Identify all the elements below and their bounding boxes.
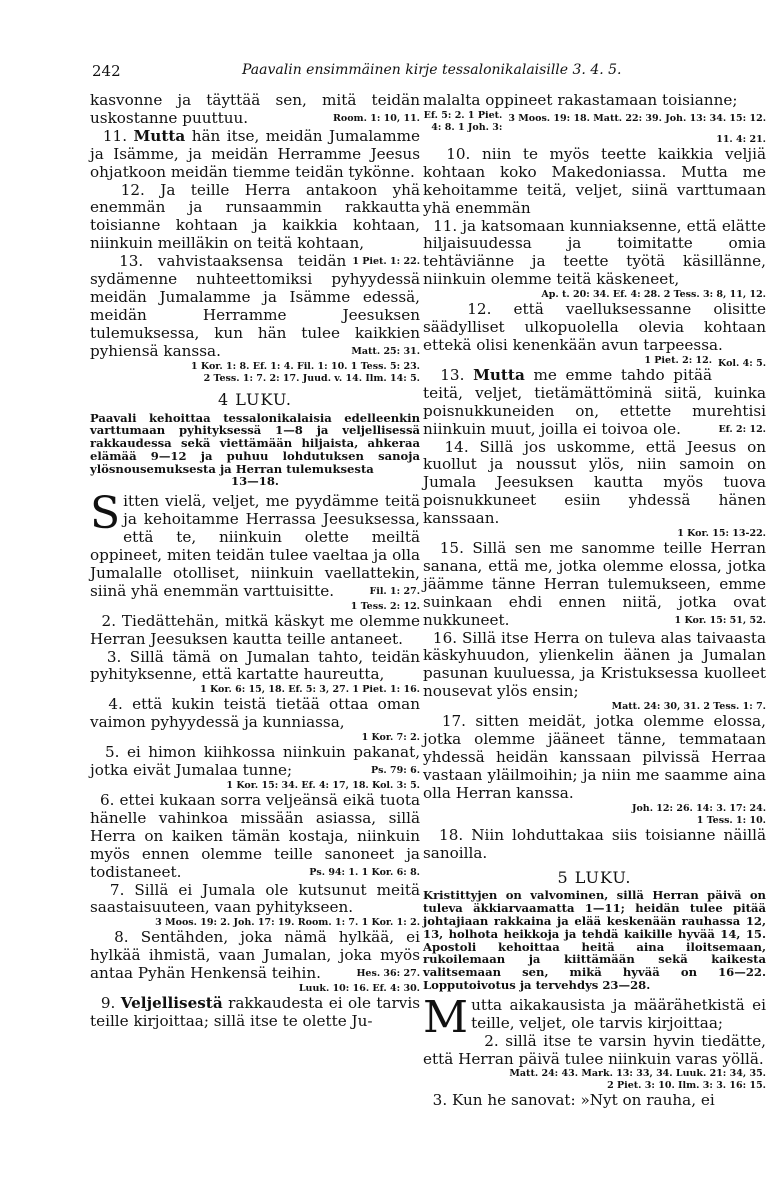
right-column <box>423 92 766 1110</box>
cross-reference: 1 Kor. 7: 2. <box>361 732 420 744</box>
chapter-5-summary: Kristittyjen on valvominen, sillä Herran päivä on tuleva äkkiarvaamatta 1—11; heidän tulee pitää johtajiaan rakkaina ja elää keskenään rauhassa 12, 13, holhota heikkoja ja tehdä kaikille hyvää 14, 15. Apostoli kehoittaa heitä aina iloitsemaan, rukoilemaan ja kiittämään sekä kaikesta valitsemaan sen, mikä hyvää on 16—22. Lopputoivotus ja tervehdys 23—28. <box>423 888 766 993</box>
verse-3-12-continuation: kasvonne ja täyttää sen, mitä teidän uskostanne puuttuu. Room. 1: 10, 11. <box>90 91 420 127</box>
verse-4-8: 8. Sentähden, joka nämä hylkää, ei hylkää ihmistä, vaan Jumalan, joka myös antaa Pyhän Henkensä teihin. Hes. 36: 27. <box>90 928 421 983</box>
verse-4-12: 12. että vaelluksessanne olisitte säädylliset ulkopuolella olevia kohtaan ettekä olisi kenenkään avun tarpeessa. Kol. 4: 5. <box>423 300 767 369</box>
chapter-4-summary: Paavali kehoittaa tessalonikalaisia edelleenkin varttumaan pyhityksessä 1—8 ja veljellisessä rakkaudessa sekä viettämään hiljaista, ahkeraa elämää 9—12 ja puhuu lohdutuksen sanoja ylösnousemuksesta ja Herran tulemuksesta 13—18. <box>90 410 420 489</box>
verse-4-11: 11. ja katsomaan kunniaksenne, että elätte hiljaisuudessa ja toimitatte omia tehtäviänne ja teette työtä käsillänne, niinkuin olemme teitä käskeneet, <box>423 216 766 289</box>
verse-4-1: Sitten vielä, veljet, me pyydämme teitä ja kehoitamme Herrassa Jeesuksessa, että te, niinkuin olette meiltä oppineet, miten teidän tulee vaeltaa ja olla Jumalalle otolliset, niinkuin vaellattekin, siinä yhä enemmän varttuisitte. Fil. 1: 27. <box>90 488 420 600</box>
cross-reference: Matt. 24: 30, 31. 2 Tess. 1: 7. <box>611 701 766 713</box>
page-header <box>92 62 732 82</box>
cross-reference: 1 Tess. 2: 12. <box>350 600 420 612</box>
verse-4-9-continuation: malalta oppineet rakastamaan toisianne; 3 Moos. 19: 18. Matt. 22: 39. Joh. 13: 34. 15: 12. <box>423 91 766 124</box>
cross-reference: 1 Kor. 1: 8. Ef. 1: 4. Fil. 1: 10. 1 Tess. 5: 23. <box>191 360 420 372</box>
verse-4-9: 9. Veljellisestä rakkaudesta ei ole tarvis teille kirjoittaa; sillä itse te olette Ju- <box>90 994 421 1030</box>
cross-reference: 2 Piet. 3: 10. Ilm. 3: 3. 16: 15. <box>607 1080 766 1092</box>
verse-4-2: 2. Tiedättehän, mitkä käskyt me olemme Herran Jeesuksen kautta teille antaneet. <box>90 611 421 648</box>
chapter-5-title: 5 LUKU. <box>557 867 632 887</box>
cross-reference: 1 Kor. 15: 13-22. <box>677 528 766 540</box>
left-column <box>90 92 420 1031</box>
verse-4-18: 18. Niin lohduttakaa siis toisianne näillä sanoilla. <box>423 825 767 862</box>
verse-3-12: 12. Ja teille Herra antakoon yhä enemmän ja runsaammin rakkautta toisianne kohtaan ja kaikkia kohtaan, niinkuin meilläkin on teitä kohtaan, 1 Piet. 1: 22. <box>90 180 421 268</box>
cross-reference: 3 Moos. 19: 2. Joh. 17: 19. Room. 1: 7. 1 Kor. 1: 2. <box>155 917 420 929</box>
cross-reference: Ef. 5: 2. 1 Piet. 4: 8. 1 Joh. 3: 11. 4: 21. <box>423 109 766 145</box>
verse-4-10: 10. niin te myös teette kaikkia veljiä kohtaan koko Makedoniassa. Mutta me kehoitamme teitä, veljet, siinä varttumaan yhä enemmän <box>423 144 767 217</box>
verse-4-6: 6. ettei kukaan sorra veljeänsä eikä tuota hänelle vahinkoa missään asiassa, sillä Herra on kaiken tämän kostaja, niinkuin myös ennen olemme teille sanoneet ja todistaneet. Ps. 94: 1. 1 Kor. 6: 8. <box>90 790 421 881</box>
verse-4-13: 13. Mutta me emme tahdo pitää teitä, veljet, tietämättöminä siitä, kuinka poisnukkuneiden on, ettette murehtisi niinkuin muut, joilla ei toivoa ole. Ef. 2: 12. <box>423 365 766 438</box>
verse-4-17: 17. sitten meidät, jotka olemme elossa, jotka olemme jääneet tänne, temmataan yhdessä heidän kanssaan pilvissä Herraa vastaan yläilmoihin; ja niin me saamme aina olla Herran kanssa. <box>423 712 767 802</box>
verse-3-11: 11. Mutta hän itse, meidän Jumalamme ja Isämme, ja meidän Herramme Jeesus ohjatkoon meidän tiemme teidän tykönne. <box>90 126 421 181</box>
verse-5-1: Mutta aikakausista ja määrähetkistä ei teille, veljet, ole tarvis kirjoittaa; <box>423 991 766 1043</box>
cross-reference: 1 Kor. 6: 15, 18. Ef. 5: 3, 27. 1 Piet. 1: 16. <box>200 684 420 696</box>
verse-4-4: 4. että kukin teistä tietää ottaa oman vaimon pyhyydessä ja kunniassa, <box>90 695 421 732</box>
cross-reference: Luuk. 10: 16. Ef. 4: 30. <box>298 983 420 995</box>
verse-4-7: 7. Sillä ei Jumala ole kutsunut meitä saastaisuuteen, vaan pyhitykseen. <box>90 880 421 917</box>
cross-reference: 2 Tess. 1: 7. 2: 17. Juud. v. 14. Ilm. 14: 5. <box>203 372 420 384</box>
cross-reference: Matt. 24: 43. Mark. 13: 33, 34. Luuk. 21: 34, 35. <box>509 1068 766 1080</box>
verse-4-3: 3. Sillä tämä on Jumalan tahto, teidän pyhityksenne, että kartatte haureutta, <box>90 647 421 684</box>
cross-reference: 1 Kor. 15: 34. Ef. 4: 17, 18. Kol. 3: 5. <box>226 779 420 791</box>
verse-5-3: 3. Kun he sanovat: »Nyt on rauha, ei <box>432 1091 715 1110</box>
chapter-4-title: 4 LUKU. <box>218 389 292 409</box>
drop-cap: S <box>90 488 121 540</box>
cross-reference: Joh. 12: 26. 14: 3. 17: 24. <box>631 802 766 814</box>
verse-4-15: 15. Sillä sen me sanomme teille Herran sanana, että me, jotka olemme elossa, jotka jäämme tänne Herran tulemukseen, emme suinkaan ehdi ennen niitä, jotka ovat nukkuneet. 1 Kor. 15: 51, 52. <box>423 539 767 629</box>
cross-reference: 1 Tess. 1: 10. <box>696 814 766 826</box>
page-number: 242 <box>92 62 121 80</box>
drop-cap: M <box>423 991 469 1043</box>
verse-4-5: 5. ei himon kiihkossa niinkuin pakanat, jotka eivät Jumalaa tunne; Ps. 79: 6. <box>90 743 421 780</box>
verse-3-13: 13. vahvistaaksensa teidän sydämenne nuhteettomiksi pyhyydessä meidän Jumalamme ja Isämme edessä, meidän Herramme Jeesuksen tulemuksessa, kun hän tulee kaikkien pyhiensä kanssa. Matt. 25: 31. <box>90 252 420 360</box>
cross-reference: 1 Piet. 2: 12. <box>644 354 713 366</box>
verse-4-14: 14. Sillä jos uskomme, että Jeesus on kuollut ja noussut ylös, niin samoin on Jumala Jeesuksen kautta myös tuova poisnukkuneet esiin yhdessä hänen kanssaan. <box>423 437 767 528</box>
verse-5-2: 2. sillä itse te varsin hyvin tiedätte, että Herran päivä tulee niinkuin varas yöllä. <box>423 1031 767 1068</box>
cross-reference: Ap. t. 20: 34. Ef. 4: 28. 2 Tess. 3: 8, 11, 12. <box>541 289 766 301</box>
verse-4-16: 16. Sillä itse Herra on tuleva alas taivaasta käskyhuudon, ylienkelin äänen ja Jumalan pasunan kuuluessa, ja Kristuksessa kuolleet nousevat ylös ensin; <box>423 628 766 701</box>
running-title: Paavalin ensimmäinen kirje tessalonikalaisille 3. 4. 5. <box>242 62 622 78</box>
